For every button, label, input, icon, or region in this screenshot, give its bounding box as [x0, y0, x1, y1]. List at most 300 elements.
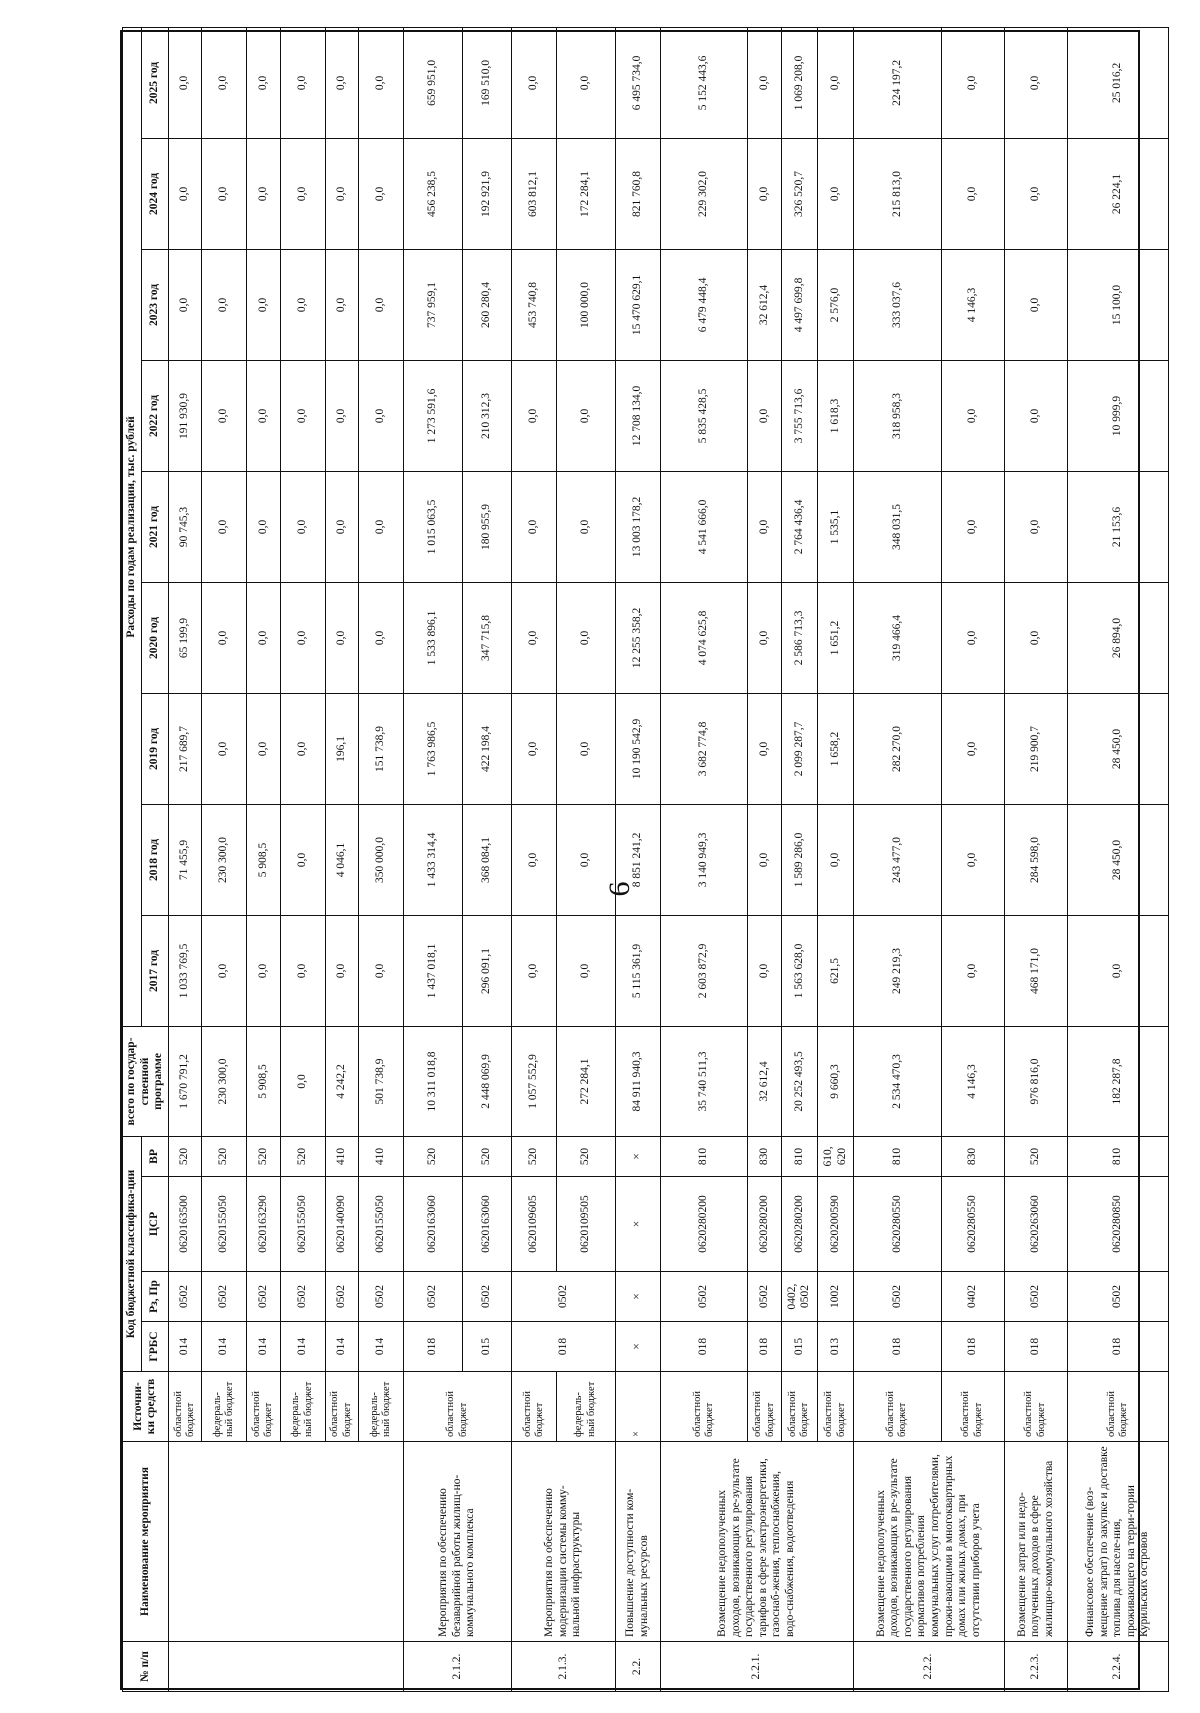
year-amount-2017: 2 603 872,9 [660, 915, 748, 1026]
year-amount-2020: 1 651,2 [817, 582, 853, 693]
grbs-code: 018 [660, 1322, 748, 1372]
rzpr-code: 0502 [1067, 1272, 1168, 1322]
total-amount: 501 738,9 [359, 1026, 404, 1136]
year-amount-2025: 0,0 [359, 27, 404, 138]
year-amount-2018: 284 598,0 [1004, 804, 1067, 915]
year-amount-2022: 318 958,3 [854, 360, 942, 471]
vr-code: 520 [404, 1136, 463, 1176]
year-amount-2022: 5 835 428,5 [660, 360, 748, 471]
year-amount-2021: 1 535,1 [817, 471, 853, 582]
year-amount-2021: 180 955,9 [462, 471, 512, 582]
vr-code: 520 [512, 1136, 557, 1176]
year-amount-2018: 243 477,0 [854, 804, 942, 915]
year-amount-2020: 4 074 625,8 [660, 582, 748, 693]
header-grbs: ГРБС [141, 1322, 168, 1372]
funding-source: областной бюджет [660, 1372, 748, 1442]
grbs-code: × [615, 1322, 660, 1372]
rzpr-code: × [615, 1272, 660, 1322]
year-amount-2024: 821 760,8 [615, 138, 660, 249]
vr-code: 520 [557, 1136, 616, 1176]
year-amount-2023: 333 037,6 [854, 249, 942, 360]
grbs-code: 018 [512, 1322, 616, 1372]
year-amount-2020: 0,0 [247, 582, 280, 693]
rzpr-code: 1002 [817, 1272, 853, 1322]
row-number: 2.2.1. [660, 1642, 854, 1692]
year-amount-2025: 0,0 [202, 27, 247, 138]
rzpr-code: 0402, 0502 [781, 1272, 817, 1322]
measure-name: Возмещение недополученных доходов, возникающих в ре-зультате государственного регулирования тарифов в сфере электроэнергетики, газоснаб-жения, теплоснабжения, водо-снабжения, водоотведения [660, 1442, 854, 1642]
csr-code: 0620155050 [359, 1177, 404, 1272]
year-amount-2022: 0,0 [1004, 360, 1067, 471]
year-amount-2022: 0,0 [280, 360, 325, 471]
funding-source: областной бюджет [247, 1372, 280, 1442]
funding-source: областной бюджет [168, 1372, 201, 1442]
total-amount: 0,0 [280, 1026, 325, 1136]
year-amount-2019: 196,1 [325, 693, 358, 804]
year-amount-2017: 249 219,3 [854, 915, 942, 1026]
year-amount-2019: 1 763 986,5 [404, 693, 463, 804]
rzpr-code: 0502 [462, 1272, 512, 1322]
year-amount-2019: 219 900,7 [1004, 693, 1067, 804]
year-amount-2018: 0,0 [557, 804, 616, 915]
funding-source: областной бюджет [817, 1372, 853, 1442]
csr-code: 0620163500 [168, 1177, 201, 1272]
row-number: 2.2.4. [1067, 1642, 1168, 1692]
year-amount-2020: 0,0 [202, 582, 247, 693]
row-number: 2.2.3. [1004, 1642, 1067, 1692]
year-amount-2018: 350 000,0 [359, 804, 404, 915]
year-amount-2019: 0,0 [202, 693, 247, 804]
year-amount-2025: 0,0 [247, 27, 280, 138]
total-amount: 35 740 511,3 [660, 1026, 748, 1136]
vr-code: 520 [1004, 1136, 1067, 1176]
year-amount-2025: 0,0 [325, 27, 358, 138]
year-amount-2019: 3 682 774,8 [660, 693, 748, 804]
year-amount-2017: 468 171,0 [1004, 915, 1067, 1026]
year-amount-2020: 0,0 [359, 582, 404, 693]
year-amount-2023: 0,0 [325, 249, 358, 360]
year-amount-2017: 1 033 769,5 [168, 915, 201, 1026]
year-amount-2019: 0,0 [280, 693, 325, 804]
year-amount-2021: 0,0 [325, 471, 358, 582]
header-year-2020: 2020 год [141, 582, 168, 693]
measure-name: Возмещение недополученных доходов, возникающих в ре-зультате государственного регулирования нормативов потребления коммунальных услуг потребителями, прожи-вающими в многоквартирных домах или жилых домах, при отсутствии приборов учета [854, 1442, 1005, 1642]
header-source: Источни-ки средств [123, 1372, 169, 1442]
year-amount-2017: 1 563 628,0 [781, 915, 817, 1026]
header-csr: ЦСР [141, 1177, 168, 1272]
rzpr-code: 0502 [854, 1272, 942, 1322]
year-amount-2017: 0,0 [557, 915, 616, 1026]
year-amount-2017: 0,0 [941, 915, 1004, 1026]
year-amount-2018: 3 140 949,3 [660, 804, 748, 915]
year-amount-2022: 0,0 [325, 360, 358, 471]
grbs-code: 015 [462, 1322, 512, 1372]
year-amount-2022: 0,0 [202, 360, 247, 471]
funding-source: областной бюджет [854, 1372, 942, 1442]
total-amount: 20 252 493,5 [781, 1026, 817, 1136]
year-amount-2024: 0,0 [748, 138, 781, 249]
year-amount-2021: 0,0 [359, 471, 404, 582]
rotated-table-container [122, 32, 1151, 1692]
grbs-code: 014 [280, 1322, 325, 1372]
grbs-code: 018 [1004, 1322, 1067, 1372]
year-amount-2024: 0,0 [168, 138, 201, 249]
funding-source: областной бюджет [781, 1372, 817, 1442]
year-amount-2025: 0,0 [168, 27, 201, 138]
total-amount: 182 287,8 [1067, 1026, 1168, 1136]
year-amount-2023: 0,0 [168, 249, 201, 360]
table-row [404, 27, 463, 1691]
year-amount-2024: 192 921,9 [462, 138, 512, 249]
year-amount-2019: 2 099 287,7 [781, 693, 817, 804]
csr-code: 0620109505 [557, 1177, 616, 1272]
table-row [512, 27, 557, 1691]
vr-code: 810 [854, 1136, 942, 1176]
year-amount-2022: 10 999,9 [1067, 360, 1168, 471]
year-amount-2025: 0,0 [817, 27, 853, 138]
year-amount-2025: 0,0 [512, 27, 557, 138]
year-amount-2019: 0,0 [748, 693, 781, 804]
year-amount-2024: 0,0 [817, 138, 853, 249]
total-amount: 976 816,0 [1004, 1026, 1067, 1136]
year-amount-2021: 0,0 [512, 471, 557, 582]
grbs-code: 018 [941, 1322, 1004, 1372]
year-amount-2019: 10 190 542,9 [615, 693, 660, 804]
rzpr-code: 0402 [941, 1272, 1004, 1322]
measure-name: Финансовое обеспечение (воз-мещение затрат) по закупке и доставке топлива для населе-ния, проживающего на терри-тории Курильских островов [1067, 1442, 1168, 1642]
year-amount-2020: 0,0 [1004, 582, 1067, 693]
year-amount-2017: 0,0 [202, 915, 247, 1026]
header-vr: ВР [141, 1136, 168, 1176]
grbs-code: 018 [748, 1322, 781, 1372]
table-body [168, 27, 1168, 1691]
csr-code: 0620280550 [854, 1177, 942, 1272]
row-number: 2.1.2. [404, 1642, 512, 1692]
rzpr-code: 0502 [202, 1272, 247, 1322]
year-amount-2017: 1 437 018,1 [404, 915, 463, 1026]
csr-code: 0620280550 [941, 1177, 1004, 1272]
csr-code: 0620280200 [748, 1177, 781, 1272]
year-amount-2021: 0,0 [941, 471, 1004, 582]
year-amount-2017: 296 091,1 [462, 915, 512, 1026]
year-amount-2024: 0,0 [280, 138, 325, 249]
row-number: 2.1.3. [512, 1642, 616, 1692]
year-amount-2020: 0,0 [557, 582, 616, 693]
header-rzpr: Рз, Пр [141, 1272, 168, 1322]
year-amount-2025: 659 951,0 [404, 27, 463, 138]
year-amount-2025: 6 495 734,0 [615, 27, 660, 138]
vr-code: 520 [168, 1136, 201, 1176]
year-amount-2022: 0,0 [941, 360, 1004, 471]
grbs-code: 014 [168, 1322, 201, 1372]
year-amount-2018: 71 455,9 [168, 804, 201, 915]
year-amount-2020: 0,0 [280, 582, 325, 693]
year-amount-2020: 0,0 [512, 582, 557, 693]
csr-code: 0620263060 [1004, 1177, 1067, 1272]
total-amount: 230 300,0 [202, 1026, 247, 1136]
year-amount-2022: 12 708 134,0 [615, 360, 660, 471]
year-amount-2018: 0,0 [512, 804, 557, 915]
year-amount-2020: 319 466,4 [854, 582, 942, 693]
vr-code: 610, 620 [817, 1136, 853, 1176]
row-number: 2.2. [615, 1642, 660, 1692]
grbs-code: 014 [325, 1322, 358, 1372]
total-amount: 1 670 791,2 [168, 1026, 201, 1136]
header-year-2024: 2024 год [141, 138, 168, 249]
year-amount-2021: 21 153,6 [1067, 471, 1168, 582]
header-name: Наименование мероприятия [123, 1442, 169, 1642]
year-amount-2019: 28 450,0 [1067, 693, 1168, 804]
year-amount-2019: 217 689,7 [168, 693, 201, 804]
year-amount-2023: 260 280,4 [462, 249, 512, 360]
rzpr-code: 0502 [748, 1272, 781, 1322]
year-amount-2022: 0,0 [748, 360, 781, 471]
total-amount: 5 908,5 [247, 1026, 280, 1136]
grbs-code: 018 [404, 1322, 463, 1372]
csr-code: 0620155050 [202, 1177, 247, 1272]
header-budget-code: Код бюджетной классифика-ции [123, 1136, 142, 1371]
year-amount-2025: 0,0 [941, 27, 1004, 138]
year-amount-2018: 0,0 [748, 804, 781, 915]
header-year-2021: 2021 год [141, 471, 168, 582]
year-amount-2023: 15 100,0 [1067, 249, 1168, 360]
year-amount-2017: 0,0 [359, 915, 404, 1026]
year-amount-2021: 0,0 [202, 471, 247, 582]
year-amount-2021: 0,0 [748, 471, 781, 582]
year-amount-2018: 230 300,0 [202, 804, 247, 915]
csr-code: 0620109605 [512, 1177, 557, 1272]
year-amount-2024: 603 812,1 [512, 138, 557, 249]
header-number: № п/п [123, 1642, 169, 1692]
vr-code: 520 [462, 1136, 512, 1176]
vr-code: 810 [660, 1136, 748, 1176]
year-amount-2017: 0,0 [247, 915, 280, 1026]
rzpr-code: 0502 [512, 1272, 616, 1322]
csr-code: 0620155050 [280, 1177, 325, 1272]
measure-name [168, 1442, 403, 1642]
year-amount-2019: 0,0 [941, 693, 1004, 804]
vr-code: 520 [202, 1136, 247, 1176]
measure-name: Повышение доступности ком-мунальных ресурсов [615, 1442, 660, 1642]
rzpr-code: 0502 [168, 1272, 201, 1322]
total-amount: 10 311 018,8 [404, 1026, 463, 1136]
vr-code: 410 [325, 1136, 358, 1176]
year-amount-2025: 0,0 [1004, 27, 1067, 138]
total-amount: 9 660,3 [817, 1026, 853, 1136]
year-amount-2025: 5 152 443,6 [660, 27, 748, 138]
year-amount-2017: 5 115 361,9 [615, 915, 660, 1026]
total-amount: 2 534 470,3 [854, 1026, 942, 1136]
year-amount-2023: 0,0 [280, 249, 325, 360]
row-number [168, 1642, 403, 1692]
csr-code: 0620280200 [781, 1177, 817, 1272]
year-amount-2017: 0,0 [1067, 915, 1168, 1026]
year-amount-2021: 4 541 666,0 [660, 471, 748, 582]
total-amount: 1 057 552,9 [512, 1026, 557, 1136]
header-year-2019: 2019 год [141, 693, 168, 804]
table-row [1067, 27, 1168, 1691]
year-amount-2024: 456 238,5 [404, 138, 463, 249]
header-total: всего по государ-ственной программе [123, 1026, 169, 1136]
total-amount: 32 612,4 [748, 1026, 781, 1136]
measure-name: Мероприятия по обеспечению безаварийной работы жилищ-но-коммунального комплекса [404, 1442, 512, 1642]
funding-source: федераль-ный бюджет [359, 1372, 404, 1442]
grbs-code: 015 [781, 1322, 817, 1372]
vr-code: 810 [781, 1136, 817, 1176]
year-amount-2022: 1 618,3 [817, 360, 853, 471]
year-amount-2023: 6 479 448,4 [660, 249, 748, 360]
year-amount-2025: 169 510,0 [462, 27, 512, 138]
year-amount-2023: 453 740,8 [512, 249, 557, 360]
csr-code: 0620280200 [660, 1177, 748, 1272]
year-amount-2020: 0,0 [941, 582, 1004, 693]
table-row [168, 27, 201, 1691]
csr-code: × [615, 1177, 660, 1272]
rzpr-code: 0502 [359, 1272, 404, 1322]
page-number: 6 [603, 881, 636, 897]
header-year-2023: 2023 год [141, 249, 168, 360]
year-amount-2023: 4 497 699,8 [781, 249, 817, 360]
year-amount-2023: 737 959,1 [404, 249, 463, 360]
year-amount-2019: 0,0 [557, 693, 616, 804]
funding-source: федераль-ный бюджет [202, 1372, 247, 1442]
year-amount-2024: 0,0 [202, 138, 247, 249]
funding-source: областной бюджет [941, 1372, 1004, 1442]
year-amount-2024: 326 520,7 [781, 138, 817, 249]
header-year-2018: 2018 год [141, 804, 168, 915]
year-amount-2021: 0,0 [247, 471, 280, 582]
year-amount-2025: 224 197,2 [854, 27, 942, 138]
year-amount-2022: 0,0 [247, 360, 280, 471]
csr-code: 0620163060 [462, 1177, 512, 1272]
year-amount-2020: 2 586 713,3 [781, 582, 817, 693]
total-amount: 4 146,3 [941, 1026, 1004, 1136]
year-amount-2017: 0,0 [280, 915, 325, 1026]
grbs-code: 018 [854, 1322, 942, 1372]
year-amount-2021: 13 003 178,2 [615, 471, 660, 582]
year-amount-2019: 1 658,2 [817, 693, 853, 804]
year-amount-2021: 90 745,3 [168, 471, 201, 582]
year-amount-2024: 0,0 [1004, 138, 1067, 249]
funding-source: областной бюджет [1067, 1372, 1168, 1442]
row-number: 2.2.2. [854, 1642, 1005, 1692]
year-amount-2018: 4 046,1 [325, 804, 358, 915]
table-row [660, 27, 748, 1691]
csr-code: 0620280850 [1067, 1177, 1168, 1272]
rzpr-code: 0502 [280, 1272, 325, 1322]
vr-code: × [615, 1136, 660, 1176]
year-amount-2021: 1 015 063,5 [404, 471, 463, 582]
year-amount-2022: 3 755 713,6 [781, 360, 817, 471]
table-row [854, 27, 942, 1691]
funding-source: областной бюджет [748, 1372, 781, 1442]
year-amount-2022: 0,0 [359, 360, 404, 471]
year-amount-2021: 0,0 [280, 471, 325, 582]
table-row [1004, 27, 1067, 1691]
year-amount-2025: 0,0 [557, 27, 616, 138]
year-amount-2023: 15 470 629,1 [615, 249, 660, 360]
rzpr-code: 0502 [247, 1272, 280, 1322]
year-amount-2021: 2 764 436,4 [781, 471, 817, 582]
year-amount-2019: 151 738,9 [359, 693, 404, 804]
year-amount-2018: 5 908,5 [247, 804, 280, 915]
total-amount: 84 911 940,3 [615, 1026, 660, 1136]
vr-code: 810 [1067, 1136, 1168, 1176]
year-amount-2023: 2 576,0 [817, 249, 853, 360]
grbs-code: 014 [202, 1322, 247, 1372]
year-amount-2020: 65 199,9 [168, 582, 201, 693]
vr-code: 520 [280, 1136, 325, 1176]
year-amount-2018: 0,0 [280, 804, 325, 915]
vr-code: 830 [748, 1136, 781, 1176]
header-year-2025: 2025 год [141, 27, 168, 138]
year-amount-2019: 422 198,4 [462, 693, 512, 804]
year-amount-2018: 8 851 241,2 [615, 804, 660, 915]
funding-source: областной бюджет [512, 1372, 557, 1442]
year-amount-2017: 0,0 [512, 915, 557, 1026]
year-amount-2024: 0,0 [359, 138, 404, 249]
year-amount-2025: 0,0 [748, 27, 781, 138]
year-amount-2018: 1 433 314,4 [404, 804, 463, 915]
year-amount-2017: 0,0 [748, 915, 781, 1026]
grbs-code: 013 [817, 1322, 853, 1372]
year-amount-2024: 0,0 [941, 138, 1004, 249]
year-amount-2018: 1 589 286,0 [781, 804, 817, 915]
csr-code: 0620163290 [247, 1177, 280, 1272]
total-amount: 2 448 069,9 [462, 1026, 512, 1136]
year-amount-2019: 0,0 [512, 693, 557, 804]
year-amount-2017: 0,0 [325, 915, 358, 1026]
header-year-2017: 2017 год [141, 915, 168, 1026]
year-amount-2021: 0,0 [557, 471, 616, 582]
year-amount-2022: 0,0 [512, 360, 557, 471]
funding-source: × [615, 1372, 660, 1442]
vr-code: 520 [247, 1136, 280, 1176]
measure-name: Возмещение затрат или недо-полученных доходов в сфере жилищно-коммунального хозяйства [1004, 1442, 1067, 1642]
header-expenses-group: Расходы по годам реализации, тыс. рублей [123, 27, 142, 1026]
year-amount-2023: 0,0 [202, 249, 247, 360]
year-amount-2024: 0,0 [325, 138, 358, 249]
year-amount-2022: 1 273 591,6 [404, 360, 463, 471]
year-amount-2017: 621,5 [817, 915, 853, 1026]
year-amount-2021: 348 031,5 [854, 471, 942, 582]
budget-table [122, 27, 1169, 1692]
year-amount-2019: 0,0 [247, 693, 280, 804]
csr-code: 0620140090 [325, 1177, 358, 1272]
grbs-code: 018 [1067, 1322, 1168, 1372]
year-amount-2023: 100 000,0 [557, 249, 616, 360]
year-amount-2020: 26 894,0 [1067, 582, 1168, 693]
rzpr-code: 0502 [325, 1272, 358, 1322]
vr-code: 830 [941, 1136, 1004, 1176]
year-amount-2020: 0,0 [325, 582, 358, 693]
year-amount-2020: 12 255 358,2 [615, 582, 660, 693]
rzpr-code: 0502 [660, 1272, 748, 1322]
year-amount-2022: 0,0 [557, 360, 616, 471]
year-amount-2019: 282 270,0 [854, 693, 942, 804]
year-amount-2018: 0,0 [941, 804, 1004, 915]
year-amount-2018: 28 450,0 [1067, 804, 1168, 915]
year-amount-2024: 229 302,0 [660, 138, 748, 249]
year-amount-2022: 210 312,3 [462, 360, 512, 471]
budget-table-frame [120, 30, 1151, 1690]
year-amount-2023: 0,0 [1004, 249, 1067, 360]
year-amount-2020: 0,0 [748, 582, 781, 693]
year-amount-2024: 0,0 [247, 138, 280, 249]
year-amount-2018: 0,0 [817, 804, 853, 915]
rzpr-code: 0502 [1004, 1272, 1067, 1322]
grbs-code: 014 [359, 1322, 404, 1372]
